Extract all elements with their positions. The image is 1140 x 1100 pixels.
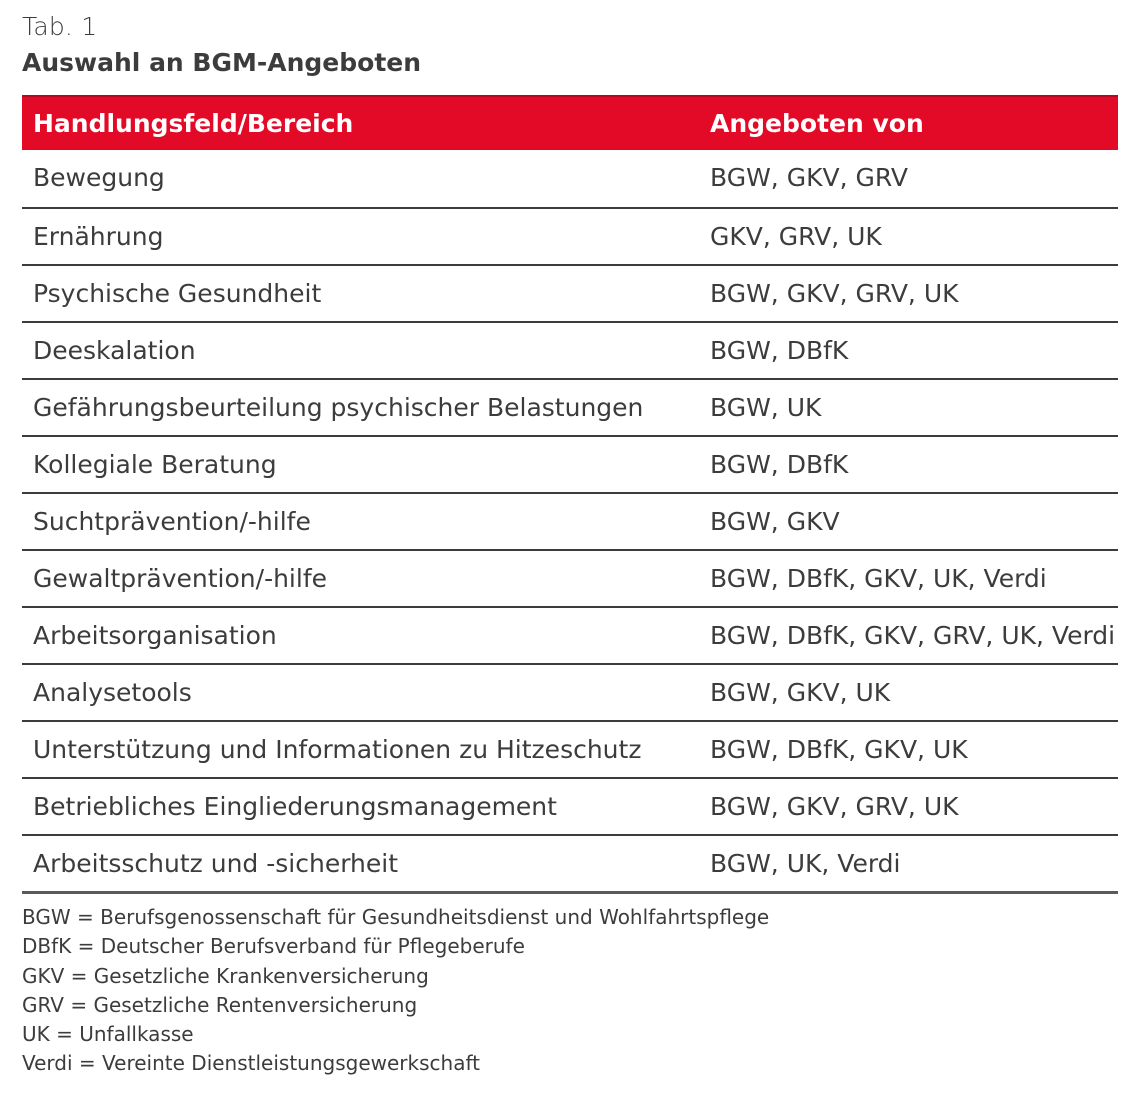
cell-providers: BGW, UK, Verdi: [710, 849, 901, 878]
legend-item: DBfK = Deutscher Berufsverband für Pflegeberufe: [22, 934, 525, 959]
table-body: [22, 150, 1118, 891]
header-angeboten-von: Angeboten von: [710, 109, 924, 138]
cell-field: Bewegung: [33, 163, 165, 192]
cell-providers: BGW, GKV, GRV, UK: [710, 792, 959, 821]
cell-providers: BGW, DBfK: [710, 450, 849, 479]
table-row: [22, 606, 1118, 663]
table-title: Auswahl an BGM-Angeboten: [22, 48, 422, 77]
cell-providers: BGW, UK: [710, 393, 822, 422]
table-row: [22, 720, 1118, 777]
cell-field: Arbeitsorganisation: [33, 621, 277, 650]
cell-field: Deeskalation: [33, 336, 196, 365]
cell-field: Betriebliches Eingliederungsmanagement: [33, 792, 557, 821]
table-row: [22, 492, 1118, 549]
table-row: [22, 150, 1118, 207]
legend-item: Verdi = Vereinte Dienstleistungsgewerkschaft: [22, 1051, 480, 1076]
table-row: [22, 321, 1118, 378]
cell-providers: BGW, DBfK, GKV, UK: [710, 735, 968, 764]
cell-providers: BGW, DBfK, GKV, UK, Verdi: [710, 564, 1047, 593]
abbreviation-legend: [22, 903, 769, 1079]
legend-item: BGW = Berufsgenossenschaft für Gesundheitsdienst und Wohlfahrtspflege: [22, 905, 770, 929]
cell-field: Suchtprävention/-hilfe: [33, 507, 311, 536]
cell-providers: BGW, GKV, GRV: [710, 163, 908, 192]
table-row: [22, 777, 1118, 834]
cell-providers: BGW, GKV, GRV, UK: [710, 279, 959, 308]
cell-field: Psychische Gesundheit: [33, 279, 322, 308]
cell-providers: GKV, GRV, UK: [710, 222, 882, 251]
legend-item: GRV = Gesetzliche Rentenversicherung: [22, 992, 418, 1017]
cell-field: Ernährung: [33, 222, 164, 251]
cell-field: Gewaltprävention/-hilfe: [33, 564, 328, 593]
offers-table: [22, 95, 1118, 894]
header-handlungsfeld: Handlungsfeld/Bereich: [33, 109, 354, 138]
table-row: [22, 378, 1118, 435]
cell-providers: BGW, GKV: [710, 507, 840, 536]
cell-providers: BGW, DBfK: [710, 336, 849, 365]
table-row: [22, 207, 1118, 264]
table-row: [22, 663, 1118, 720]
cell-providers: BGW, DBfK, GKV, GRV, UK, Verdi: [710, 621, 1116, 650]
cell-field: Analysetools: [33, 678, 192, 707]
legend-item: GKV = Gesetzliche Krankenversicherung: [22, 963, 429, 988]
table-row: [22, 549, 1118, 606]
table-row: [22, 435, 1118, 492]
cell-field: Kollegiale Beratung: [33, 450, 277, 479]
cell-field: Gefährungsbeurteilung psychischer Belastungen: [33, 393, 644, 422]
cell-field: Unterstützung und Informationen zu Hitzeschutz: [33, 735, 642, 764]
table-label: Tab. 1: [22, 12, 98, 41]
table-row: [22, 264, 1118, 321]
table-row: [22, 834, 1118, 891]
cell-providers: BGW, GKV, UK: [710, 678, 891, 707]
table-header: [22, 95, 1118, 150]
legend-item: UK = Unfallkasse: [22, 1022, 194, 1047]
cell-field: Arbeitsschutz und -sicherheit: [33, 849, 399, 878]
